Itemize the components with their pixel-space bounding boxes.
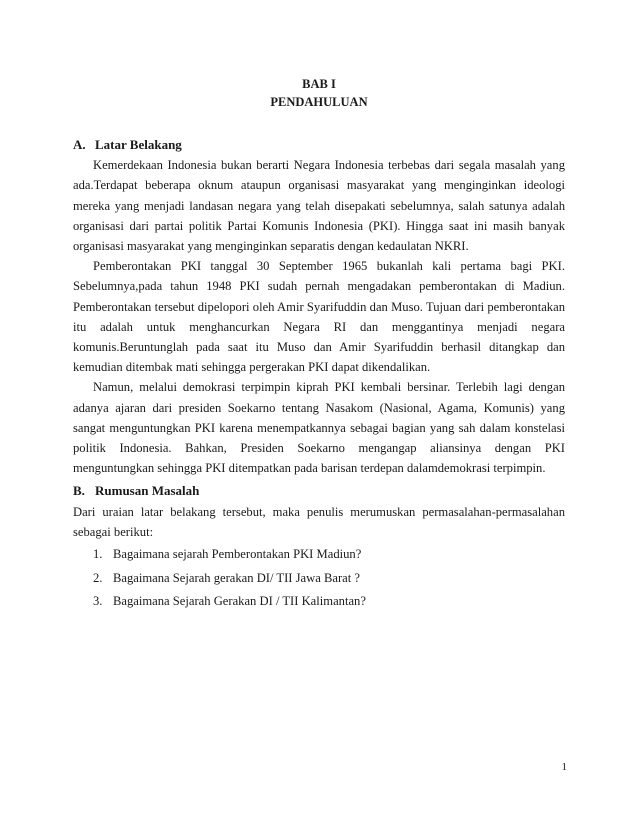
list-item	[73, 591, 565, 615]
paragraph-2: Pemberontakan PKI tanggal 30 September 1965 bukanlah kali pertama bagi PKI. Sebelumnya,pada tahun 1948 PKI sudah pernah mengadakan pemberontakan di Madiun. Pemberontakan tersebut dipelopori oleh Amir Syarifuddin dan Muso. Tujuan dari pemberontakan itu adalah untuk menghancurkan Negara RI dan menggantinya menjadi negara komunis.Beruntunglah pada saat itu Muso dan Amir Syarifuddin berhasil ditangkap dan kemudian ditembak mati sehingga pergerakan PKI dapat dikendalikan.	[73, 259, 565, 375]
section-a-heading	[73, 135, 565, 155]
chapter-heading	[0, 75, 638, 111]
document-body	[73, 135, 565, 615]
question-list	[73, 544, 565, 615]
section-b-letter: B.	[73, 483, 85, 499]
list-item-number: 1.	[93, 547, 103, 562]
section-a-letter: A.	[73, 137, 86, 152]
section-b-heading	[73, 481, 565, 501]
paragraph-1: Kemerdekaan Indonesia bukan berarti Negara Indonesia terbebas dari segala masalah yang ada.Terdapat beberapa oknum ataupun organisasi masyarakat yang menginginkan ideologi mereka yang menjadi landasan negara yang telah disepakati sebelumnya, salah satunya adalah organisasi dari partai politik Partai Komunis Indonesia (PKI). Hingga saat ini masih banyak organisasi masyarakat yang menginginkan separatis dengan kedaulatan NKRI.	[73, 158, 565, 253]
list-item-text: Bagaimana sejarah Pemberontakan PKI Madiun?	[113, 547, 362, 562]
paragraph-3: Namun, melalui demokrasi terpimpin kiprah PKI kembali bersinar. Terlebih lagi dengan adanya ajaran dari presiden Soekarno tentang Nasakom (Nasional, Agama, Komunis) yang sangat menguntungkan PKI karena menempatkannya sebagai bagian yang sah dalam konstelasi politik Indonesia. Bahkan, Presiden Soekarno mengangap aliansinya dengan PKI menguntungkan sehingga PKI ditempatkan pada barisan terdepan dalamdemokrasi terpimpin.	[73, 380, 565, 476]
section-a-title: Latar Belakang	[95, 137, 182, 152]
list-item-number: 2.	[93, 570, 103, 585]
section-b-intro: Dari uraian latar belakang tersebut, maka penulis merumuskan permasalahan-permasalahan sebagai berikut:	[73, 504, 565, 539]
page-number: 1	[561, 761, 567, 773]
list-item-text: Bagaimana Sejarah Gerakan DI / TII Kalimantan?	[113, 594, 366, 609]
section-b-title: Rumusan Masalah	[95, 483, 200, 499]
chapter-title: PENDAHULUAN	[270, 95, 368, 109]
list-item	[73, 544, 565, 568]
list-item-number: 3.	[93, 594, 103, 609]
list-item	[73, 568, 565, 592]
chapter-number: BAB I	[302, 77, 336, 91]
list-item-text: Bagaimana Sejarah gerakan DI/ TII Jawa Barat ?	[113, 570, 360, 585]
